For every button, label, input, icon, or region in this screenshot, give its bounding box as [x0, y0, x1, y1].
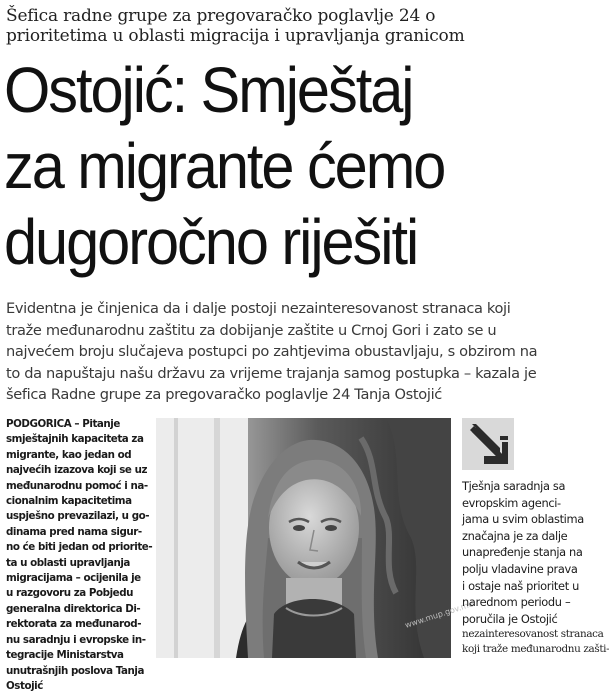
continuation-line: nezainteresovanost stranaca: [462, 628, 604, 640]
lead-line: šefica Radne grupe za pregovaračko poglavlje 24 Tanja Ostojić: [6, 386, 442, 403]
body-line: nu saradnju i evropske in-: [6, 633, 146, 646]
body-line: migrante, kao jedan od: [6, 448, 132, 461]
kicker-line: prioritetima u oblasti migracija i upravljanja granicom: [6, 26, 465, 46]
pull-quote-line: značajna je za dalje: [462, 528, 568, 543]
body-line: u razgovoru za Pobjedu: [6, 587, 133, 600]
continuation-line: koji traže međunarodnu zašti-: [462, 643, 609, 655]
pull-quote-line: poručila je Ostojić: [462, 611, 558, 626]
headline-line: dugoročno riješiti: [4, 206, 418, 278]
pull-quote-line: Tješnja saradnja sa: [462, 479, 566, 493]
body-line: no će biti jedan od priorite-: [6, 541, 153, 554]
dateline: PODGORICA: [6, 418, 72, 430]
body-line: tegracije Ministarstva: [6, 649, 124, 662]
body-line-rest: – Pitanje: [71, 418, 120, 430]
pull-quote-line: unapređenje stanja na: [462, 545, 583, 560]
body-line: smještajnih kapaciteta za: [6, 433, 144, 446]
body-line: cionalnim kapacitetima: [6, 495, 132, 508]
pull-quote-line: jama u svim oblastima: [462, 512, 584, 527]
body-line: migracijama – ocijenila je: [6, 572, 141, 585]
body-line: najvećih izazova koji se uz: [6, 464, 147, 477]
body-line: ta u oblasti upravljanja: [6, 556, 130, 569]
lead-line: najvećem broju slučajeva postupci po zahtjevima obustavljaju, s obzirom na: [6, 343, 538, 360]
pull-quote-line: narednom periodu –: [462, 595, 571, 610]
article-photo: [156, 418, 475, 658]
article-kicker: [6, 6, 596, 46]
lead-line: to da napuštaju našu državu za vrijeme trajanja samog postupka – kazala je: [6, 364, 537, 382]
lead-line: traže međunarodnu zaštitu za dobijanje zaštite u Crnoj Gori i zato se u: [6, 321, 497, 339]
body-line: dinama pred nama sigur-: [6, 525, 142, 538]
article-body-column: [6, 417, 153, 694]
article-headline: [4, 52, 562, 280]
body-line: rektorata za međunarod-: [6, 618, 142, 631]
body-line: unutrašnjih poslova Tanja: [6, 664, 144, 677]
body-line: generalna direktorica Di-: [6, 602, 141, 615]
portrait-illustration: [156, 418, 475, 658]
body-line: uspješno prevazilazi, u go-: [6, 510, 150, 523]
pull-quote: [462, 478, 604, 627]
arrow-down-right-icon: [462, 418, 514, 470]
kicker-line: Šefica radne grupe za pregovaračko poglavlje 24 o: [6, 6, 436, 26]
body-first-line: [6, 417, 146, 432]
continuation-text: [462, 627, 609, 657]
pull-quote-line: i ostaje naš prioritet u: [462, 578, 579, 593]
body-line: Ostojić: [6, 679, 43, 692]
pull-quote-line: evropskim agenci-: [462, 495, 561, 510]
article-lead: [6, 298, 604, 406]
photo-watermark: www.mup.gov.me: [403, 599, 475, 630]
pull-quote-line: polju vladavine prava: [462, 561, 578, 576]
lead-line: Evidentna je činjenica da i dalje postoji nezainteresovanost stranaca koji: [6, 300, 511, 317]
headline-line: Ostojić: Smještaj: [4, 54, 413, 126]
pull-quote-marker: [462, 418, 514, 470]
headline-line: za migrante ćemo: [4, 130, 445, 202]
body-line: međunarodnu pomoć i na-: [6, 479, 148, 492]
